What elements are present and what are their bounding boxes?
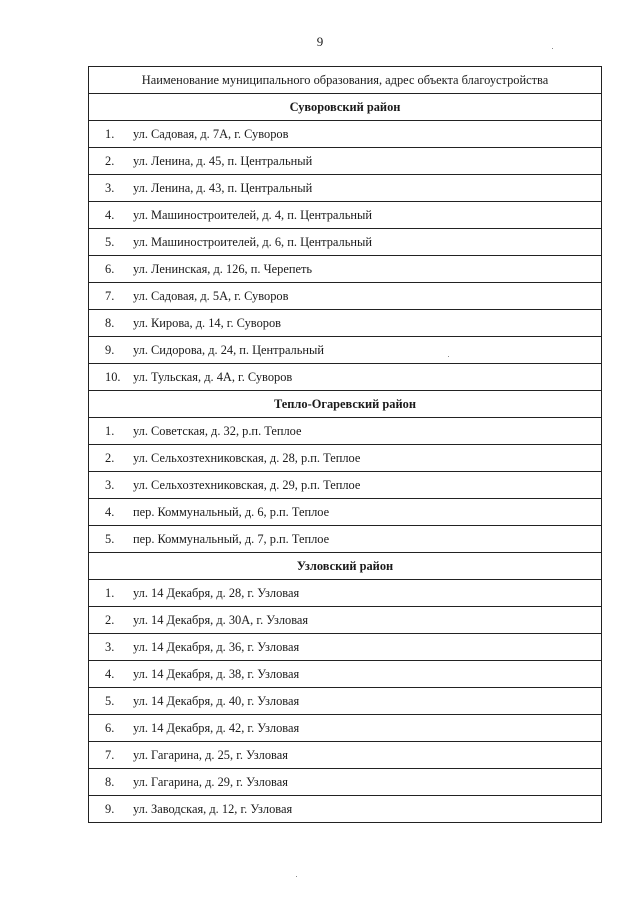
- address-text: ул. Сельхозтехниковская, д. 28, р.п. Теплое: [133, 451, 361, 465]
- row-number: 1.: [105, 424, 115, 438]
- section-header-row: [89, 391, 602, 418]
- table-row: [89, 499, 602, 526]
- table-header: Наименование муниципального образования, адрес объекта благоустройства: [89, 67, 602, 94]
- address-text: ул. Советская, д. 32, р.п. Теплое: [133, 424, 302, 438]
- table-row: [89, 742, 602, 769]
- address-cell: [89, 121, 602, 148]
- row-number: 5.: [105, 235, 115, 249]
- table-row: [89, 472, 602, 499]
- table-row: [89, 256, 602, 283]
- row-number: 2.: [105, 613, 115, 627]
- table-row: [89, 445, 602, 472]
- address-text: ул. Ленинская, д. 126, п. Черепеть: [133, 262, 313, 276]
- row-number: 4.: [105, 208, 115, 222]
- address-cell: [89, 337, 602, 364]
- table-header-row: [89, 67, 602, 94]
- addresses-table-body: [89, 67, 602, 823]
- address-text: ул. Машиностроителей, д. 4, п. Центральный: [133, 208, 372, 222]
- row-number: 3.: [105, 181, 115, 195]
- scan-speck: [448, 356, 449, 357]
- address-text: пер. Коммунальный, д. 6, р.п. Теплое: [133, 505, 330, 519]
- page-number: 9: [316, 34, 324, 49]
- address-text: ул. 14 Декабря, д. 40, г. Узловая: [133, 694, 300, 708]
- address-cell: [89, 418, 602, 445]
- address-cell: [89, 283, 602, 310]
- address-text: ул. Садовая, д. 5А, г. Суворов: [133, 289, 289, 303]
- row-number: 8.: [105, 316, 115, 330]
- address-cell: [89, 202, 602, 229]
- address-cell: [89, 580, 602, 607]
- address-text: ул. 14 Декабря, д. 28, г. Узловая: [133, 586, 300, 600]
- address-cell: [89, 607, 602, 634]
- table-row: [89, 121, 602, 148]
- address-text: ул. Сидорова, д. 24, п. Центральный: [133, 343, 324, 357]
- section-title: Тепло-Огаревский район: [89, 391, 602, 418]
- row-number: 2.: [105, 154, 115, 168]
- table-row: [89, 283, 602, 310]
- table-row: [89, 634, 602, 661]
- section-header-row: [89, 94, 602, 121]
- address-text: ул. 14 Декабря, д. 30А, г. Узловая: [133, 613, 309, 627]
- scan-speck: [552, 48, 553, 49]
- address-cell: [89, 526, 602, 553]
- address-cell: [89, 175, 602, 202]
- address-cell: [89, 310, 602, 337]
- address-text: ул. Садовая, д. 7А, г. Суворов: [133, 127, 289, 141]
- table-row: [89, 796, 602, 823]
- row-number: 6.: [105, 262, 115, 276]
- row-number: 7.: [105, 748, 115, 762]
- row-number: 4.: [105, 505, 115, 519]
- table-row: [89, 418, 602, 445]
- row-number: 5.: [105, 532, 115, 546]
- section-header-row: [89, 553, 602, 580]
- scan-speck: [296, 876, 297, 877]
- address-cell: [89, 229, 602, 256]
- address-text: ул. Гагарина, д. 29, г. Узловая: [133, 775, 288, 789]
- section-title: Суворовский район: [89, 94, 602, 121]
- table-row: [89, 688, 602, 715]
- address-text: ул. Машиностроителей, д. 6, п. Центральный: [133, 235, 372, 249]
- table-row: [89, 661, 602, 688]
- table-row: [89, 715, 602, 742]
- table-row: [89, 364, 602, 391]
- row-number: 4.: [105, 667, 115, 681]
- address-cell: [89, 742, 602, 769]
- address-text: пер. Коммунальный, д. 7, р.п. Теплое: [133, 532, 330, 546]
- row-number: 8.: [105, 775, 115, 789]
- address-text: ул. Гагарина, д. 25, г. Узловая: [133, 748, 288, 762]
- address-cell: [89, 445, 602, 472]
- address-cell: [89, 256, 602, 283]
- table-row: [89, 202, 602, 229]
- address-text: ул. Тульская, д. 4А, г. Суворов: [133, 370, 293, 384]
- table-row: [89, 580, 602, 607]
- addresses-table: [88, 66, 602, 823]
- table-row: [89, 148, 602, 175]
- address-cell: [89, 688, 602, 715]
- table-row: [89, 769, 602, 796]
- address-text: ул. Заводская, д. 12, г. Узловая: [133, 802, 293, 816]
- row-number: 2.: [105, 451, 115, 465]
- address-cell: [89, 148, 602, 175]
- row-number: 1.: [105, 586, 115, 600]
- row-number: 9.: [105, 802, 115, 816]
- table-row: [89, 337, 602, 364]
- address-cell: [89, 796, 602, 823]
- row-number: 3.: [105, 640, 115, 654]
- table-row: [89, 607, 602, 634]
- address-cell: [89, 364, 602, 391]
- section-title: Узловский район: [89, 553, 602, 580]
- address-text: ул. Ленина, д. 45, п. Центральный: [133, 154, 313, 168]
- table-row: [89, 526, 602, 553]
- address-text: ул. 14 Декабря, д. 38, г. Узловая: [133, 667, 300, 681]
- table-row: [89, 175, 602, 202]
- address-cell: [89, 715, 602, 742]
- address-cell: [89, 661, 602, 688]
- address-cell: [89, 634, 602, 661]
- table-row: [89, 229, 602, 256]
- row-number: 10.: [105, 370, 121, 384]
- address-cell: [89, 769, 602, 796]
- table-row: [89, 310, 602, 337]
- address-text: ул. 14 Декабря, д. 42, г. Узловая: [133, 721, 300, 735]
- row-number: 7.: [105, 289, 115, 303]
- address-cell: [89, 472, 602, 499]
- row-number: 6.: [105, 721, 115, 735]
- address-text: ул. Сельхозтехниковская, д. 29, р.п. Теплое: [133, 478, 361, 492]
- row-number: 3.: [105, 478, 115, 492]
- address-cell: [89, 499, 602, 526]
- address-text: ул. Ленина, д. 43, п. Центральный: [133, 181, 313, 195]
- row-number: 5.: [105, 694, 115, 708]
- row-number: 9.: [105, 343, 115, 357]
- row-number: 1.: [105, 127, 115, 141]
- address-text: ул. 14 Декабря, д. 36, г. Узловая: [133, 640, 300, 654]
- address-text: ул. Кирова, д. 14, г. Суворов: [133, 316, 282, 330]
